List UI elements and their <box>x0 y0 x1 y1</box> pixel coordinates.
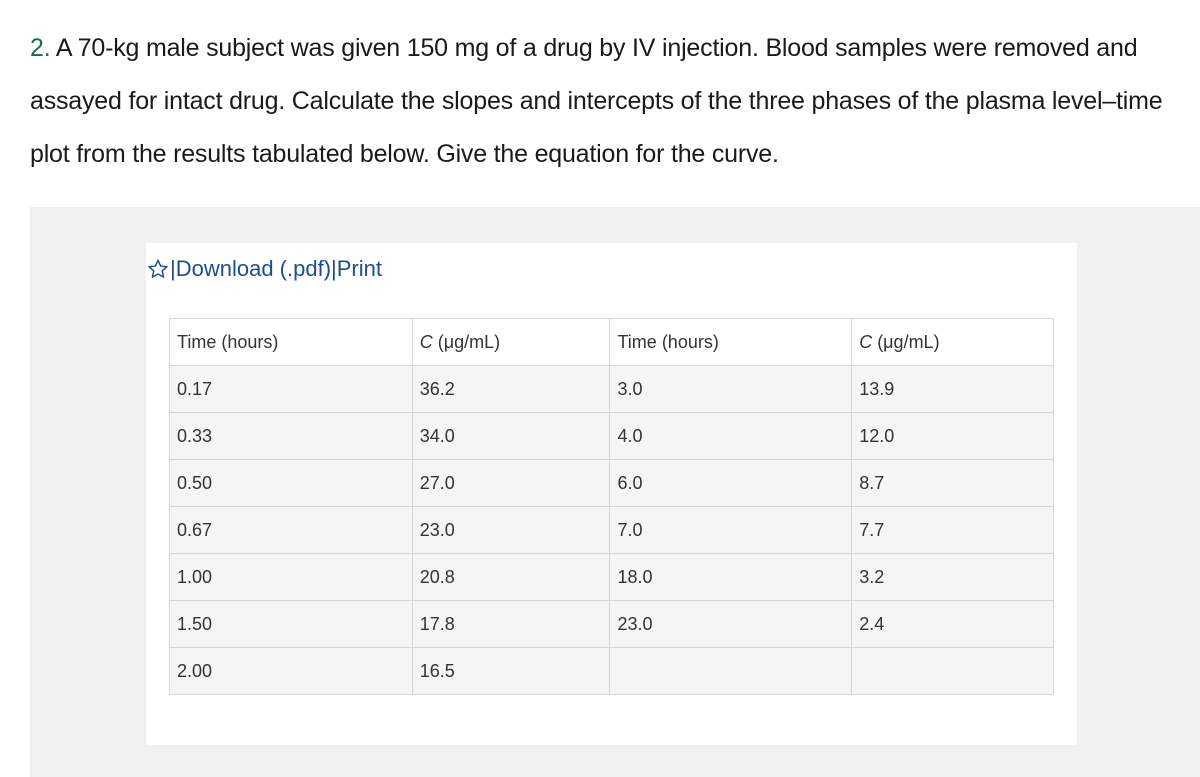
header-time-2: Time (hours) <box>610 319 852 366</box>
table-cell <box>610 648 852 695</box>
table-cell: 1.50 <box>170 601 413 648</box>
table-row <box>170 648 1054 695</box>
table-cell: 17.8 <box>412 601 610 648</box>
table-cell: 23.0 <box>412 507 610 554</box>
table-cell <box>852 648 1054 695</box>
table-cell: 12.0 <box>852 413 1054 460</box>
table-cell: 16.5 <box>412 648 610 695</box>
table-cell: 36.2 <box>412 366 610 413</box>
table-cell: 3.2 <box>852 554 1054 601</box>
question-body: A 70-kg male subject was given 150 mg of a drug by IV injection. Blood samples were removed and assayed for intact drug. Calculate the slopes and intercepts of the three phases of the plasma level–time plot from the results tabulated below. Give the equation for the curve. <box>30 34 1163 168</box>
table-cell: 4.0 <box>610 413 852 460</box>
separator: | <box>170 255 176 281</box>
header-concentration-1: C (μg/mL) <box>412 319 610 366</box>
table-row <box>170 413 1054 460</box>
table-cell: 8.7 <box>852 460 1054 507</box>
table-cell: 0.17 <box>170 366 413 413</box>
table-cell: 13.9 <box>852 366 1054 413</box>
table-cell: 20.8 <box>412 554 610 601</box>
print-link[interactable]: Print <box>336 255 382 281</box>
table-row <box>170 601 1054 648</box>
header-time-1: Time (hours) <box>170 319 413 366</box>
star-icon[interactable] <box>147 258 169 280</box>
concentration-table <box>169 318 1054 695</box>
table-row <box>170 507 1054 554</box>
table-cell: 0.33 <box>170 413 413 460</box>
table-cell: 27.0 <box>412 460 610 507</box>
table-cell: 0.67 <box>170 507 413 554</box>
table-row <box>170 366 1054 413</box>
header-concentration-2: C (μg/mL) <box>852 319 1054 366</box>
table-cell: 6.0 <box>610 460 852 507</box>
table-cell: 7.0 <box>610 507 852 554</box>
table-panel <box>30 207 1200 777</box>
table-cell: 34.0 <box>412 413 610 460</box>
separator: | <box>331 255 337 281</box>
table-toolbar <box>146 243 1077 294</box>
table-cell: 2.4 <box>852 601 1054 648</box>
download-pdf-link[interactable]: Download (.pdf) <box>175 255 332 281</box>
table-container <box>146 294 1077 721</box>
table-row <box>170 554 1054 601</box>
table-cell: 2.00 <box>170 648 413 695</box>
table-cell: 18.0 <box>610 554 852 601</box>
table-cell: 7.7 <box>852 507 1054 554</box>
table-row <box>170 460 1054 507</box>
table-footer-strip <box>146 721 1077 745</box>
table-cell: 1.00 <box>170 554 413 601</box>
question-number: 2. <box>30 34 51 62</box>
question-text <box>30 22 1180 181</box>
table-header-row <box>170 319 1054 366</box>
table-cell: 3.0 <box>610 366 852 413</box>
table-cell: 0.50 <box>170 460 413 507</box>
table-cell: 23.0 <box>610 601 852 648</box>
